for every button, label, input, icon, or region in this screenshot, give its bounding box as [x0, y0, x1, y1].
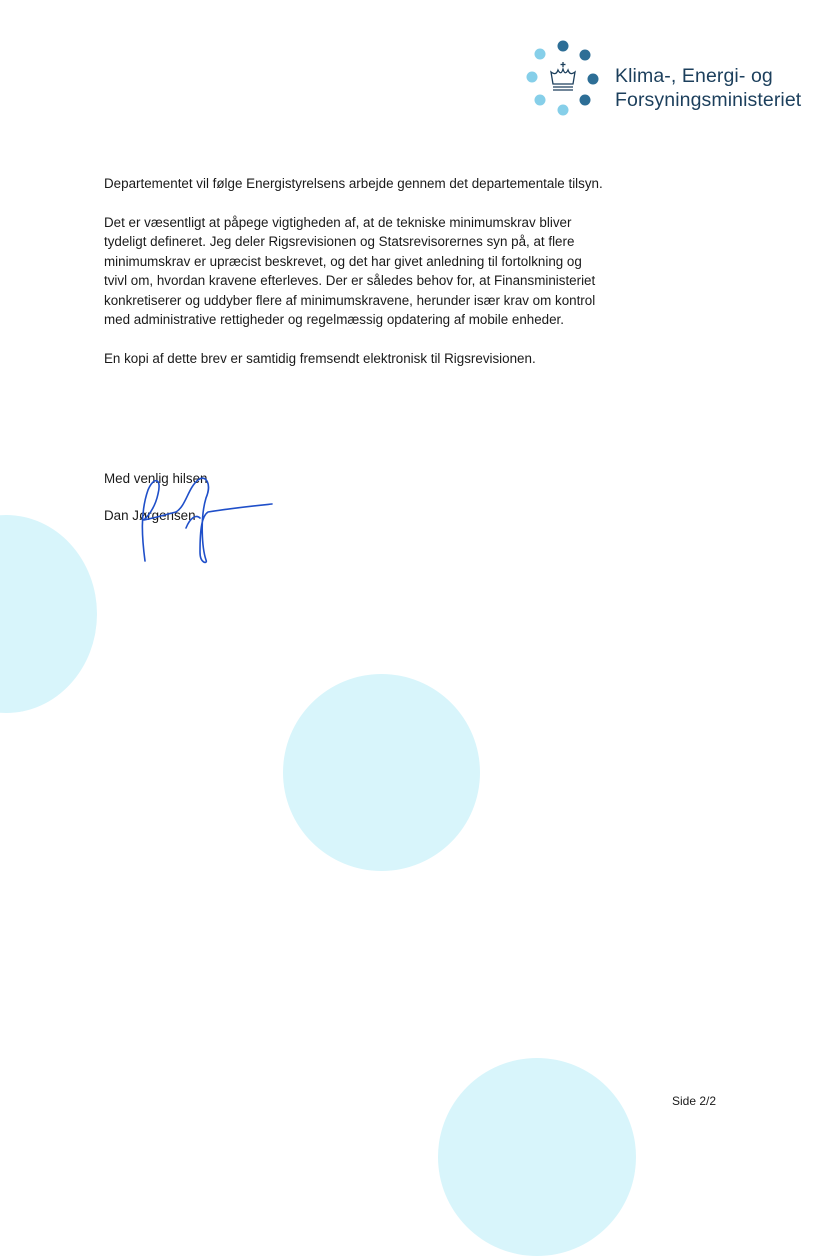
decorative-circle-middle: [283, 674, 480, 871]
crown-dots-emblem-icon: [520, 36, 606, 122]
paragraph-3: En kopi af dette brev er samtidig fremsendt elektronisk til Rigsrevisionen.: [104, 350, 536, 366]
ministry-logo: [520, 36, 820, 122]
paragraph-2: Det er væsentligt at påpege vigtigheden af, at de tekniske minimumskrav bliver tydeligt defineret. Jeg deler Rigsrevisionen og Statsrevisorernes syn på, at flere minimumskrav er upræcist beskrevet, og det har givet anledning til fortolkning og tvivl om, hvordan kravene efterleves. Der er således behov for, at Finansministeriet konkretiserer og uddyber flere af minimumskravene, herunder især krav om kontrol med administrative rettigheder og regelmæssig opdatering af mobile enheder.: [104, 214, 596, 327]
ministry-name-line-2: Forsyningsministeriet: [615, 89, 802, 111]
letter-body: [104, 174, 604, 387]
decorative-circle-bottom: [438, 1058, 636, 1256]
ministry-name: [615, 64, 801, 112]
handwritten-signature: [128, 468, 278, 568]
closing-greeting: Med venlig hilsen: [104, 471, 208, 486]
page-number: Side 2/2: [672, 1094, 717, 1108]
ministry-name-line-1: Klima-, Energi- og: [615, 65, 773, 87]
signer-name: Dan Jørgensen: [104, 507, 196, 523]
decorative-circle-left: [0, 515, 97, 713]
paragraph-1: Departementet vil følge Energistyrelsens arbejde gennem det departementale tilsyn.: [104, 176, 603, 191]
